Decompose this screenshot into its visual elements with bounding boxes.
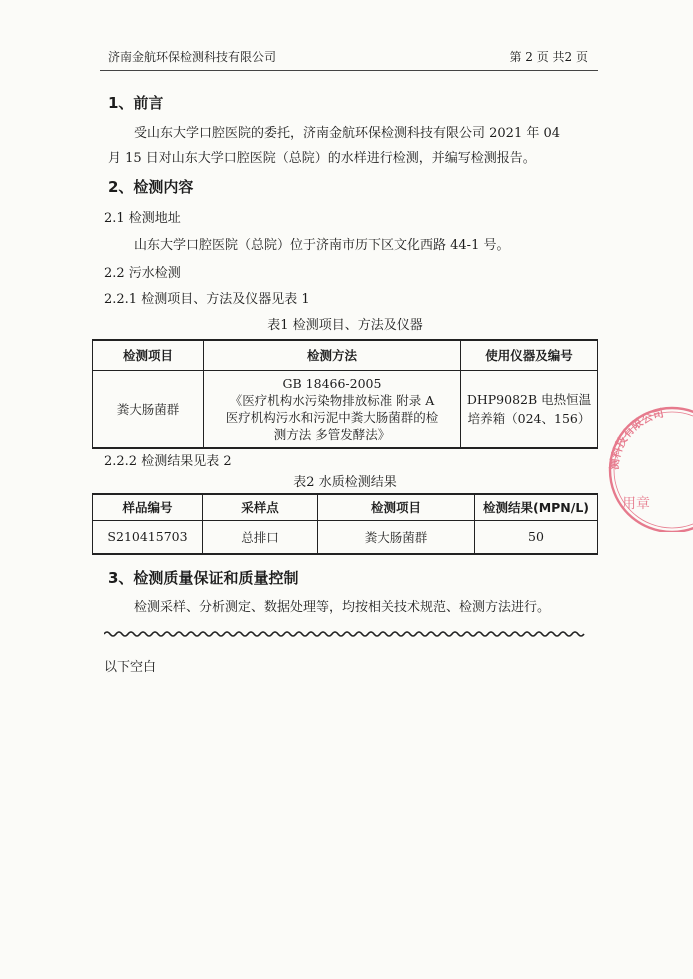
table-1-header-cell: 检测项目 [93,340,204,370]
table-1-row [93,370,598,448]
wavy-divider [104,630,588,638]
method-line: GB 18466-2005 [282,375,382,391]
section-2-1-text: 山东大学口腔医院（总院）位于济南市历下区文化西路 44-1 号。 [134,238,510,253]
method-line: 医疗机构污水和污泥中粪大肠菌群的检 [225,409,439,425]
table-2-header-cell: 检测结果(MPN/L) [475,494,598,520]
table-1-caption: 表1 检测项目、方法及仪器 [267,318,423,333]
method-line: 《医疗机构水污染物排放标准 附录 A [229,392,435,408]
table-2-header-cell: 样品编号 [93,494,203,520]
table-2-header-cell: 采样点 [203,494,318,520]
table-1-header-cell: 检测方法 [204,340,461,370]
section-2-2-1-title: 2.2.1 检测项目、方法及仪器见表 1 [104,292,310,307]
section-3-title: 3、检测质量保证和质量控制 [108,569,299,587]
table-2-cell: 总排口 [203,520,318,554]
table-1-item-cell: 粪大肠菌群 [93,370,204,448]
section-3-text: 检测采样、分析测定、数据处理等，均按相关技术规范、检测方法进行。 [134,600,551,615]
section-2-title: 2、检测内容 [108,178,194,196]
section-1-line-2: 月 15 日对山东大学口腔医院（总院）的水样进行检测，并编写检测报告。 [108,151,536,166]
footer-note: 以下空白 [104,660,157,675]
table-1-header-row [93,340,598,370]
table-2-row [93,520,598,554]
instrument-line: DHP9082B 电热恒温 [466,391,592,407]
svg-text:测科技有限公司 [607,406,665,471]
seal-center-text: 用章 [622,496,650,512]
company-seal [606,404,693,532]
header-divider [100,70,598,71]
table-1-method-cell [204,370,461,448]
table-1-header-cell: 使用仪器及编号 [461,340,598,370]
table-2 [92,493,598,555]
section-2-1-title: 2.1 检测地址 [104,211,181,226]
table-2-cell: 粪大肠菌群 [318,520,475,554]
header-page-label: 第 2 页 共2 页 [509,50,588,64]
table-2-header-cell: 检测项目 [318,494,475,520]
table-2-cell: S210415703 [93,520,203,554]
table-2-header-row [93,494,598,520]
table-2-cell: 50 [475,520,598,554]
table-1-instrument-cell [461,370,598,448]
section-1-line-1: 受山东大学口腔医院的委托，济南金航环保检测科技有限公司 2021 年 04 [134,126,561,141]
section-2-2-title: 2.2 污水检测 [104,266,181,281]
seal-arc-text: 测科技有限公司 [607,406,666,471]
section-2-2-2-title: 2.2.2 检测结果见表 2 [104,454,232,469]
header-company: 济南金航环保检测科技有限公司 [108,50,277,64]
table-2-caption: 表2 水质检测结果 [293,475,397,490]
section-1-title: 1、前言 [108,94,164,112]
instrument-line: 培养箱（024、156） [467,410,591,426]
method-line: 测方法 多管发酵法》 [273,426,391,442]
table-1 [92,339,598,449]
